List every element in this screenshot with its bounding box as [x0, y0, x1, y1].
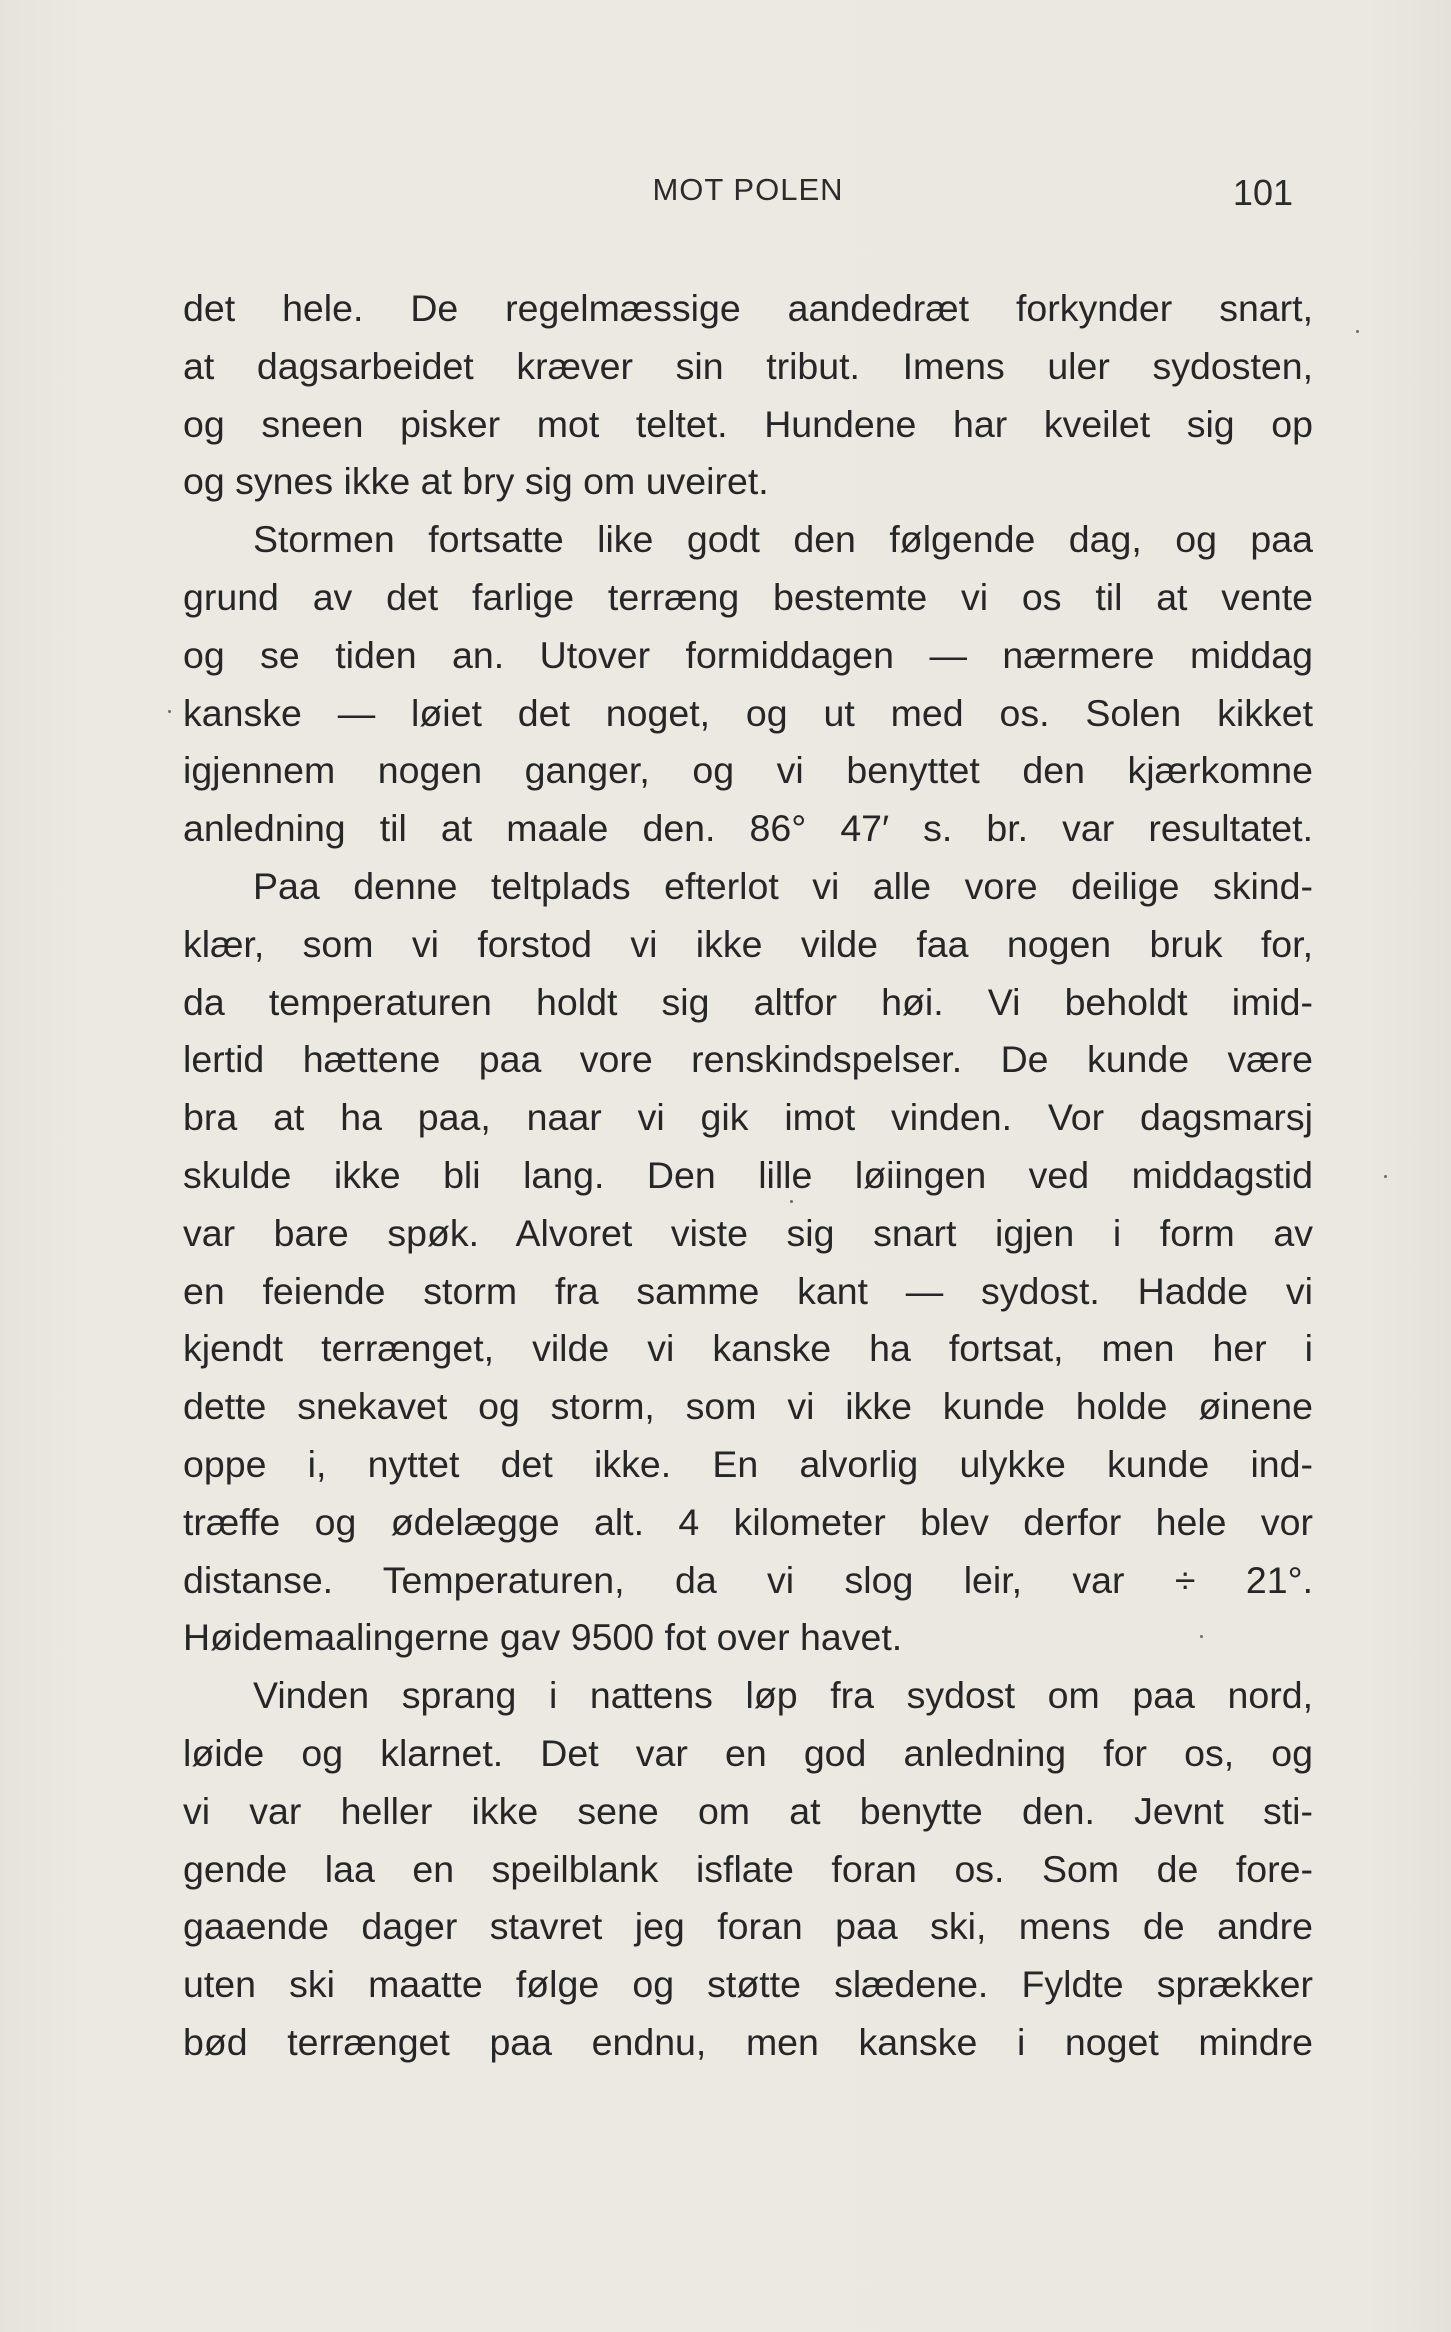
text-line: og sneen pisker mot teltet. Hundene har kveilet sig op [183, 402, 1313, 445]
text-line: gaaende dager stavret jeg foran paa ski, mens de andre [183, 1905, 1313, 1948]
text-line: igjennem nogen ganger, og vi benyttet den kjærkomne [183, 749, 1313, 792]
text-line: distanse. Temperaturen, da vi slog leir, var ÷ 21°. [183, 1558, 1313, 1601]
text-line: oppe i, nyttet det ikke. En alvorlig ulykke kunde ind- [183, 1442, 1313, 1485]
page-header [183, 172, 1313, 222]
text-line: og synes ikke at bry sig om uveiret. [183, 460, 769, 503]
speck [1356, 330, 1359, 333]
text-line: skulde ikke bli lang. Den lille løiingen ved middagstid [183, 1153, 1313, 1196]
text-line: bra at ha paa, naar vi gik imot vinden. Vor dagsmarsj [183, 1096, 1313, 1139]
text-line: var bare spøk. Alvoret viste sig snart igjen i form av [183, 1211, 1313, 1254]
speck [1200, 1635, 1203, 1638]
text-line: det hele. De regelmæssige aandedræt forkynder snart, [183, 287, 1313, 329]
text-line: kanske — løiet det noget, og ut med os. Solen kikket [183, 691, 1313, 734]
text-line: Høidemaalingerne gav 9500 fot over havet. [183, 1616, 903, 1659]
text-line: og se tiden an. Utover formiddagen — nærmere middag [183, 633, 1313, 676]
text-line: grund av det farlige terræng bestemte vi os til at vente [183, 575, 1313, 618]
text-line: bød terrænget paa endnu, men kanske i noget mindre [183, 2020, 1313, 2063]
text-line: vi var heller ikke sene om at benytte den. Jevnt sti- [183, 1789, 1313, 1832]
text-line: dette snekavet og storm, som vi ikke kunde holde øinene [183, 1385, 1313, 1428]
text-line: kjendt terrænget, vilde vi kanske ha fortsat, men her i [183, 1327, 1313, 1370]
text-line: anledning til at maale den. 86° 47′ s. br. var resultatet. [183, 807, 1313, 850]
text-line: gende laa en speilblank isflate foran os. Som de fore- [183, 1847, 1313, 1890]
text-line: klær, som vi forstod vi ikke vilde faa nogen bruk for, [183, 922, 1313, 965]
speck [1384, 1175, 1387, 1178]
text-line: Paa denne teltplads efterlot vi alle vore deilige skind- [253, 864, 1313, 907]
text-line: uten ski maatte følge og støtte slædene. Fyldte sprækker [183, 1963, 1313, 2006]
running-title: MOT POLEN [652, 172, 844, 207]
page-number: 101 [1232, 172, 1293, 213]
text-line: løide og klarnet. Det var en god anledning for os, og [183, 1731, 1313, 1774]
text-line: at dagsarbeidet kræver sin tribut. Imens uler sydosten, [183, 344, 1313, 387]
speck [168, 710, 171, 713]
text-line: en feiende storm fra samme kant — sydost. Hadde vi [183, 1269, 1313, 1312]
text-line: Stormen fortsatte like godt den følgende dag, og paa [253, 518, 1313, 561]
body-text [183, 280, 1313, 2072]
text-line: da temperaturen holdt sig altfor høi. Vi beholdt imid- [183, 980, 1313, 1023]
text-line: træffe og ødelægge alt. 4 kilometer blev derfor hele vor [183, 1500, 1313, 1543]
text-line: lertid hættene paa vore renskindspelser. De kunde være [183, 1038, 1313, 1081]
text-line: Vinden sprang i nattens løp fra sydost om paa nord, [253, 1674, 1313, 1717]
speck [790, 1200, 793, 1203]
